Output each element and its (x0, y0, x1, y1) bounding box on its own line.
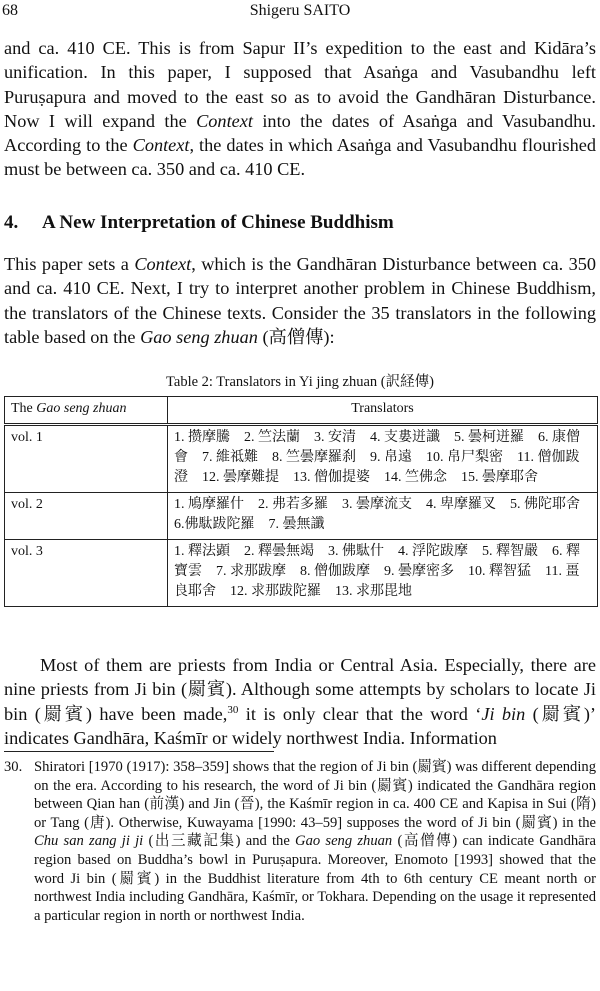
italic-term: Context (134, 254, 192, 274)
table-cell-translators: 1. 攒摩騰 2. 竺法蘭 3. 安清 4. 支婁迸讖 5. 曇柯迸羅 6. 康僧會 7. 維祗難 8. 竺曇摩羅刹 9. 帛遠 10. 帛尸梨密 11. 僧伽跋澄 12. 曇摩難提 13. 僧伽提婆 14. 竺佛念 15. 曇摩耶舍 (168, 425, 598, 493)
text-run: This paper sets a (4, 254, 135, 274)
footnote-number: 30. (4, 759, 23, 775)
footnote-30 (4, 758, 596, 925)
table-row (5, 425, 598, 493)
text-run: into the dates of Asaṅga and Vasubandhu. According to the (4, 110, 596, 156)
text-run: and ca. 410 CE. This is from Sapur II’s expedition to the east and Kidāra’s unification. In this paper, I supposed that Asaṅga and Vasubandhu left Puruṣapura and moved to the east so as to avoid the Gandhāran Disturbance. Now I will expand the (4, 38, 596, 131)
text-run: (罽賓)’ indicates Gandhāra, Kaśmīr or widely northwest India. Information (4, 703, 596, 748)
text-run: Shiratori [1970 (1917): 358–359] shows that the region of Ji bin (罽賓) was different depending on the era. According to his research, the word of Ji bin (罽賓) indicated the Gandhāra region between Qian han (前漢) and Jin (晉), the Kaśmīr region in ca. 400 CE and Kapisa in Sui (隋) or Tang (唐). Otherwise, Kuwayama [1990: 43–59] supposes the word of Ji bin (罽賓) in the (34, 759, 596, 831)
text-run: (高僧傳) can indicate Gandhāra region based on Buddha’s bowl in Puruṣapura. Moreover, Enomoto [1993] showed that the word Ji bin (罽賓) in the Buddhist literature from 4th to 6th century CE meant north or northwest India including Gandhāra, Kaśmīr, or Tokhara. Depending on the usage it represented a particular region in north or northwest India. (34, 833, 596, 924)
text-run: , which is the Gandhāran Disturbance between ca. 350 and ca. 410 CE. Next, I try to interpret another problem in Chinese Buddhism, the translators of the Chinese texts. Consider the 35 translators in the following table based on the (4, 254, 596, 347)
section-title: A New Interpretation of Chinese Buddhism (42, 212, 394, 233)
text-run: Most of them are priests from India or Central Asia. Especially, there are nine priests from Ji bin (罽賓). Although some attempts by scholars to locate Ji bin (罽賓) have been made, (4, 655, 596, 724)
text-run: it is only clear that the word ‘ (238, 703, 482, 724)
text-run: (高僧傳): (257, 326, 335, 347)
table-cell-vol: vol. 2 (5, 493, 168, 540)
header-prefix: The (11, 401, 37, 416)
table-cell-vol: vol. 1 (5, 425, 168, 493)
table-row (5, 540, 598, 607)
paragraph-context-dates (4, 36, 596, 182)
header-italic: Gao seng zhuan (36, 401, 127, 416)
table-row (5, 493, 598, 540)
italic-term: Context (132, 135, 190, 156)
table-cell-vol: vol. 3 (5, 540, 168, 607)
running-head: Shigeru SAITO (249, 2, 351, 19)
table-cell-translators: 1. 鳩摩羅什 2. 弗若多羅 3. 曇摩流支 4. 卑摩羅叉 5. 佛陀耶舍 6.佛駄跋陀羅 7. 曇無讖 (168, 493, 598, 540)
table-cell-translators: 1. 釋法顕 2. 釋曇無竭 3. 佛駄什 4. 浮陀跋摩 5. 釋智嚴 6. 釋寶雲 7. 求那跋摩 8. 僧伽跋摩 9. 曇摩密多 10. 釋智猛 11. 畺良耶舍 12. 求那跋陀羅 13. 求那毘地 (168, 540, 598, 607)
section-number: 4. (4, 212, 19, 233)
text-run: (出三藏記集) and the (143, 833, 296, 850)
footnote-text (34, 758, 596, 925)
footnote-marker: 30 (227, 703, 239, 716)
italic-term: Gao seng zhuan (295, 833, 393, 850)
section-heading (4, 212, 596, 234)
table-header-row (5, 397, 598, 425)
table-header-gao-seng-zhuan (5, 397, 168, 425)
italic-term: Chu san zang ji ji (34, 833, 144, 850)
table-caption: Table 2: Translators in Yi jing zhuan (訳経傳) (166, 374, 434, 390)
italic-term: Ji bin (481, 703, 526, 724)
table-header-translators: Translators (168, 397, 598, 425)
text-run: , the dates in which Asaṅga and Vasubandhu flourished must be between ca. 350 and ca. 410 CE. (4, 135, 596, 180)
paragraph-ji-bin (4, 653, 596, 750)
footnote-divider (4, 751, 274, 752)
paragraph-translators-intro (4, 252, 596, 349)
italic-term: Context (196, 110, 253, 131)
page-number: 68 (2, 2, 18, 19)
translators-table (4, 396, 598, 607)
italic-term: Gao seng zhuan (140, 326, 258, 347)
page-header (0, 2, 600, 24)
